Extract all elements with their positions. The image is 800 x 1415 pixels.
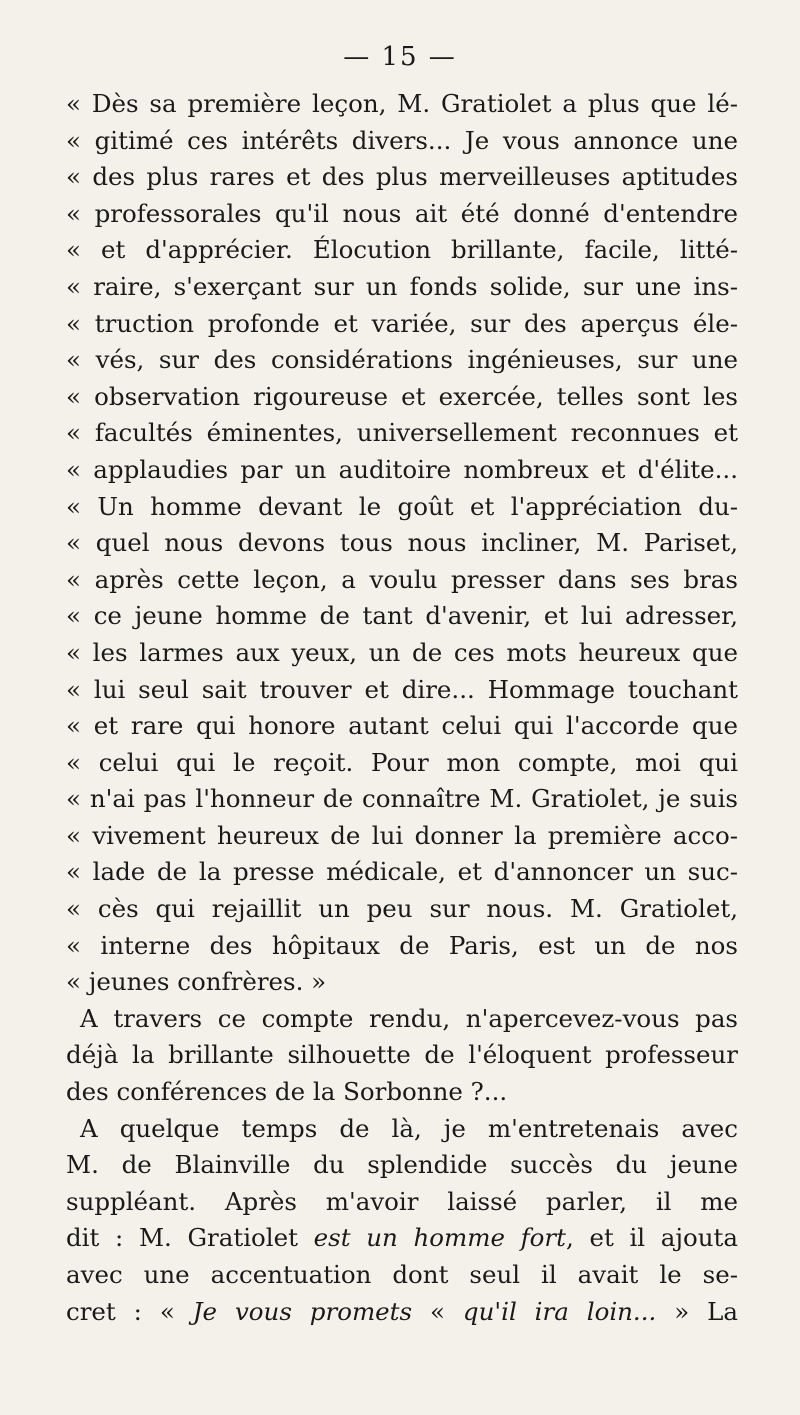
text-line xyxy=(66,1220,738,1257)
text-line: « cès qui rejaillit un peu sur nous. M. Gratiolet, xyxy=(66,894,738,924)
text-line: « observation rigoureuse et exercée, telles sont les xyxy=(66,381,738,411)
text-line: « Un homme devant le goût et l'appréciation du- xyxy=(66,491,738,521)
text-line: déjà la brillante silhouette de l'éloquent professeur xyxy=(66,1040,738,1070)
text-line: avec une accentuation dont seul il avait le se- xyxy=(66,1260,738,1289)
text-line: « les larmes aux yeux, un de ces mots heureux que xyxy=(66,637,738,667)
text-line: « professorales qu'il nous ait été donné d'entendre xyxy=(66,198,738,228)
page-number: — 15 — xyxy=(343,42,457,72)
text-line: « n'ai pas l'honneur de connaître M. Gratiolet, je suis xyxy=(66,784,738,814)
text-line: « lui seul sait trouver et dire... Hommage touchant xyxy=(66,674,738,704)
text-line: « applaudies par un auditoire nombreux et d'élite... xyxy=(66,454,738,484)
text-line xyxy=(66,1294,738,1331)
italic-text: est un homme fort xyxy=(313,1223,566,1253)
text-line: « quel nous devons tous nous incliner, M. Pariset, xyxy=(66,528,738,558)
italic-text: qu'il ira loin... xyxy=(462,1296,657,1326)
text-line: « celui qui le reçoit. Pour mon compte, moi qui xyxy=(66,747,738,777)
text-line: suppléant. Après m'avoir laissé parler, il me xyxy=(66,1186,738,1216)
italic-text: Je vous promets xyxy=(192,1296,413,1326)
text-line: « vivement heureux de lui donner la première acco- xyxy=(66,820,738,850)
text-line: « facultés éminentes, universellement reconnues et xyxy=(66,418,738,448)
text-line: « après cette leçon, a voulu presser dans ses bras xyxy=(66,564,738,594)
text-segment: dit : M. Gratiolet xyxy=(66,1223,314,1253)
text-line: « interne des hôpitaux de Paris, est un de nos xyxy=(66,930,738,960)
text-line: « et rare qui honore autant celui qui l'accorde que xyxy=(66,711,738,741)
text-line: A quelque temps de là, je m'entretenais avec xyxy=(80,1113,738,1143)
text-line: « gitimé ces intérêts divers... Je vous annonce une xyxy=(66,125,738,155)
text-segment: , et il ajouta xyxy=(566,1223,738,1253)
text-line: A travers ce compte rendu, n'apercevez-vous pas xyxy=(80,1003,738,1033)
text-segment: cret : « xyxy=(66,1296,193,1326)
text-line: « raire, s'exerçant sur un fonds solide, sur une ins- xyxy=(66,271,738,301)
text-segment: » La xyxy=(656,1296,738,1326)
text-line: des conférences de la Sorbonne ?... xyxy=(66,1077,508,1107)
text-line: « Dès sa première leçon, M. Gratiolet a plus que lé- xyxy=(66,89,738,118)
text-line: « jeunes confrères. » xyxy=(66,967,327,997)
text-line: « truction profonde et variée, sur des aperçus éle- xyxy=(66,308,738,338)
text-line: M. de Blainville du splendide succès du jeune xyxy=(66,1150,738,1180)
text-line: « lade de la presse médicale, et d'annoncer un suc- xyxy=(66,857,738,887)
text-line: « vés, sur des considérations ingénieuses, sur une xyxy=(66,345,738,375)
body-text xyxy=(66,86,738,1330)
text-line: « et d'apprécier. Élocution brillante, facile, litté- xyxy=(66,235,738,265)
text-line: « des plus rares et des plus merveilleuses aptitudes xyxy=(66,162,738,192)
text-line: « ce jeune homme de tant d'avenir, et lui adresser, xyxy=(66,601,738,631)
text-segment: « xyxy=(412,1296,463,1326)
